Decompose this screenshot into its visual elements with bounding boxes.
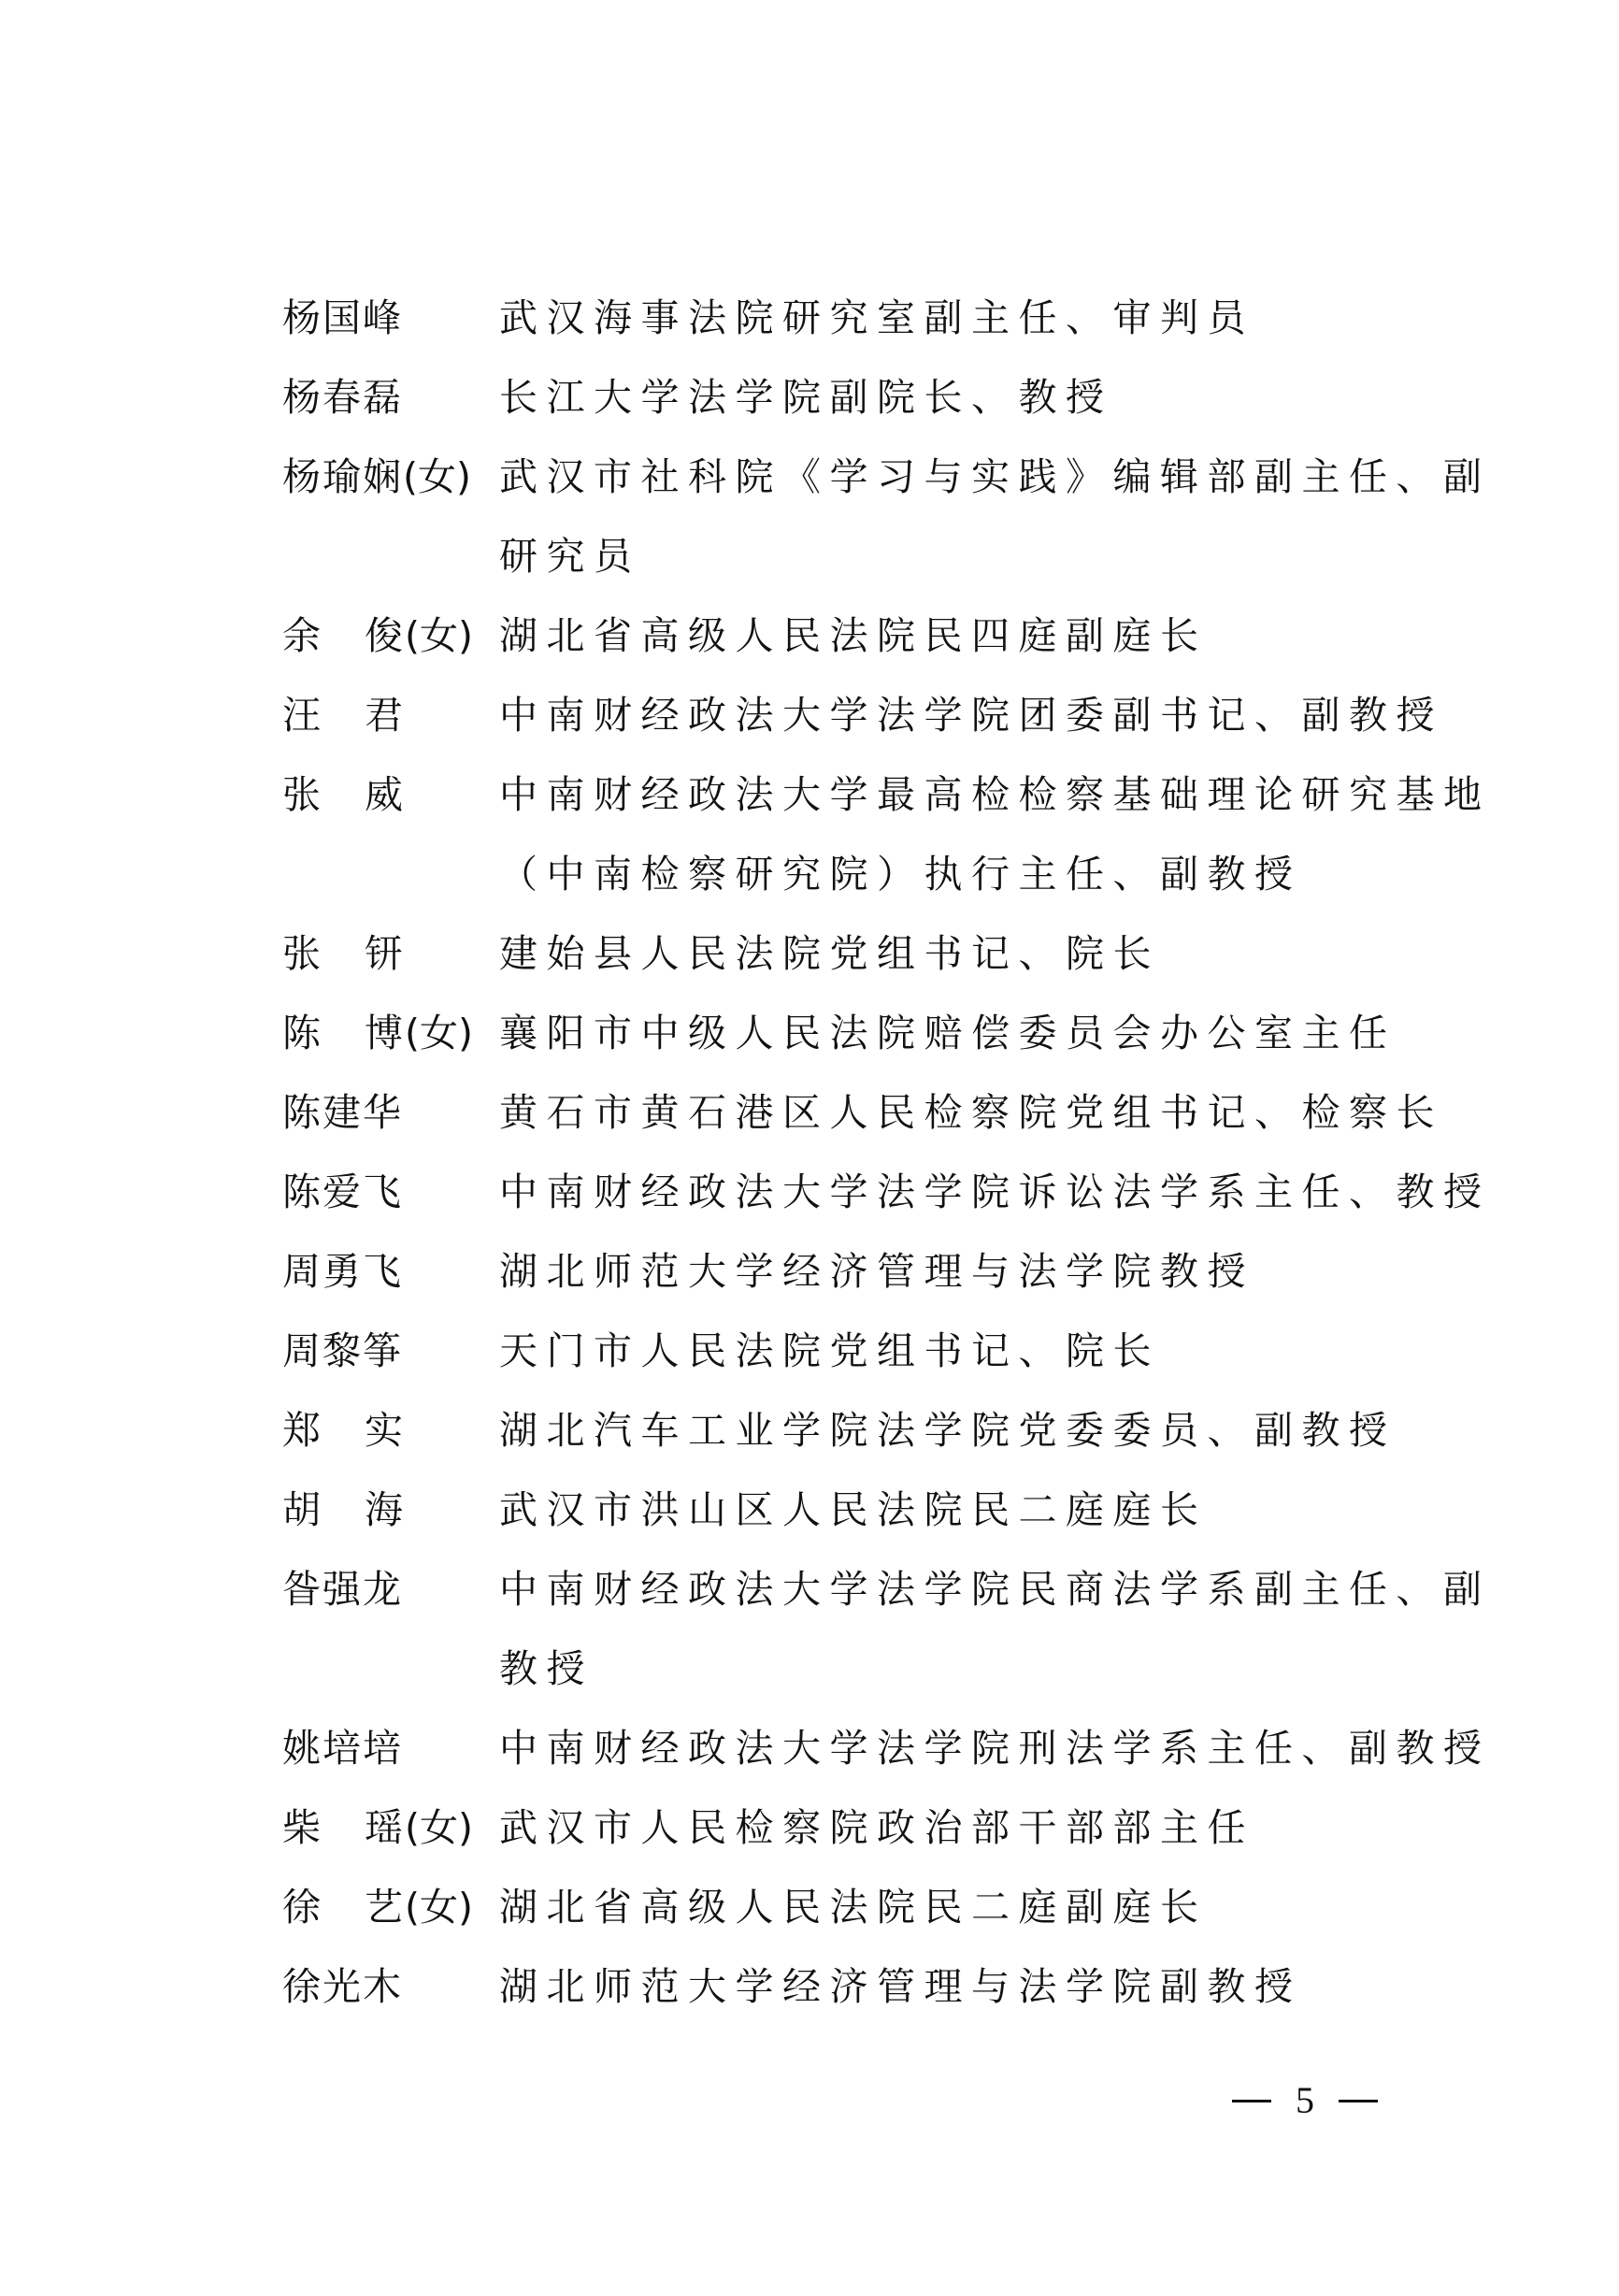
member-name [282,1471,499,1550]
member-title [499,914,1441,994]
title-line: 武汉市社科院《学习与实践》编辑部副主任、副 [499,454,1491,499]
name-char: 俊 [365,613,405,658]
name-char: 余 [282,613,322,658]
title-line: 研究员 [499,534,641,579]
name-char: 君 [365,693,405,738]
member-title [499,1391,1441,1471]
list-item [282,1312,1441,1391]
member-title [499,1550,1491,1709]
member-name [282,994,499,1073]
name-char: 张 [282,772,322,817]
name-char: 钘 [365,931,405,976]
name-text: 杨瑜娴 [282,454,403,499]
name-char: 威 [365,772,405,817]
name-char: 艺 [365,1885,405,1930]
list-item [282,1550,1491,1709]
name-text: 陈建华 [282,1090,403,1135]
member-title [499,1153,1491,1232]
member-name [282,1391,499,1471]
title-line: 教授 [499,1646,594,1691]
name-char: 郑 [282,1408,322,1453]
member-name [282,1709,499,1788]
dash-left [1232,2100,1271,2102]
list-item [282,994,1441,1073]
list-item [282,1073,1441,1153]
list-item [282,1709,1491,1788]
member-name [282,1312,499,1391]
member-name [282,1788,499,1868]
title-line: 黄石市黄石港区人民检察院党组书记、检察长 [499,1090,1443,1135]
title-line: 天门市人民法院党组书记、院长 [499,1328,1160,1373]
title-line: 中南财经政法大学法学院诉讼法学系主任、教授 [499,1170,1491,1214]
name-text: 杨春磊 [282,375,403,420]
name-text: 徐光木 [282,1964,403,2009]
member-title [499,1709,1491,1788]
title-line: 中南财经政法大学法学院团委副书记、副教授 [499,693,1443,738]
member-name [282,596,499,676]
page-number [1232,2077,1378,2124]
member-list [282,279,1491,2027]
name-text: 陈爱飞 [282,1170,403,1214]
name-char: 汪 [282,693,322,738]
member-name [282,279,499,358]
name-char: 实 [365,1408,405,1453]
member-title [499,1312,1441,1391]
title-line: 武汉市洪山区人民法院民二庭庭长 [499,1487,1208,1532]
list-item [282,279,1441,358]
name-char: 博 [365,1011,405,1055]
member-name [282,1073,499,1153]
name-char: 瑶 [365,1805,405,1850]
list-item [282,596,1441,676]
name-text: 杨国峰 [282,295,403,340]
member-title [499,994,1441,1073]
title-line: 建始县人民法院党组书记、院长 [499,931,1160,976]
member-name [282,358,499,438]
list-item [282,914,1441,994]
gender-note: (女) [405,1885,473,1930]
title-line: 湖北省高级人民法院民二庭副庭长 [499,1885,1208,1930]
name-char: 张 [282,931,322,976]
member-title [499,1868,1441,1947]
title-line: 中南财经政法大学法学院刑法学系主任、副教授 [499,1726,1491,1771]
member-title [499,279,1441,358]
member-title [499,1073,1443,1153]
member-title [499,676,1443,755]
member-title [499,1788,1441,1868]
member-title [499,358,1441,438]
title-line: 湖北省高级人民法院民四庭副庭长 [499,613,1208,658]
title-line: 中南财经政法大学最高检检察基础理论研究基地 [499,772,1491,817]
title-line: 湖北汽车工业学院法学院党委委员、副教授 [499,1408,1397,1453]
list-item [282,1788,1441,1868]
name-char: 陈 [282,1011,322,1055]
member-name [282,914,499,994]
member-name [282,1550,499,1629]
member-title [499,1947,1441,2027]
list-item [282,1868,1441,1947]
title-line: 武汉海事法院研究室副主任、审判员 [499,295,1254,340]
member-title [499,1471,1441,1550]
title-line: 武汉市人民检察院政治部干部部主任 [499,1805,1254,1850]
title-line: 湖北师范大学经济管理与法学院副教授 [499,1964,1302,2009]
member-name [282,1153,499,1232]
dash-right [1339,2100,1378,2102]
title-line: 长江大学法学院副院长、教授 [499,375,1113,420]
page-number-text: 5 [1296,2079,1314,2121]
member-name [282,1232,499,1312]
name-char: 柴 [282,1805,322,1850]
member-title [499,1232,1441,1312]
list-item [282,1391,1441,1471]
name-char: 胡 [282,1487,322,1532]
list-item [282,1947,1441,2027]
name-text: 周黎筝 [282,1328,403,1373]
list-item [282,755,1491,914]
member-name [282,755,499,835]
name-text: 姚培培 [282,1726,403,1771]
list-item [282,438,1491,596]
name-text: 昝强龙 [282,1567,403,1612]
name-text: 周勇飞 [282,1249,403,1294]
name-char: 海 [365,1487,405,1532]
title-line: （中南检察研究院）执行主任、副教授 [499,852,1302,897]
member-name [282,1868,499,1947]
member-title [499,596,1441,676]
title-line: 襄阳市中级人民法院赔偿委员会办公室主任 [499,1011,1397,1055]
gender-note: (女) [403,454,471,499]
gender-note: (女) [405,613,473,658]
member-title [499,438,1491,596]
gender-note: (女) [405,1011,473,1055]
list-item [282,358,1441,438]
list-item [282,1153,1491,1232]
member-name [282,1947,499,2027]
list-item [282,1471,1441,1550]
list-item [282,1232,1441,1312]
gender-note: (女) [405,1805,473,1850]
name-char: 徐 [282,1885,322,1930]
title-line: 湖北师范大学经济管理与法学院教授 [499,1249,1254,1294]
member-title [499,755,1491,914]
member-name [282,676,499,755]
member-name [282,438,499,517]
list-item [282,676,1441,755]
title-line: 中南财经政法大学法学院民商法学系副主任、副 [499,1567,1491,1612]
